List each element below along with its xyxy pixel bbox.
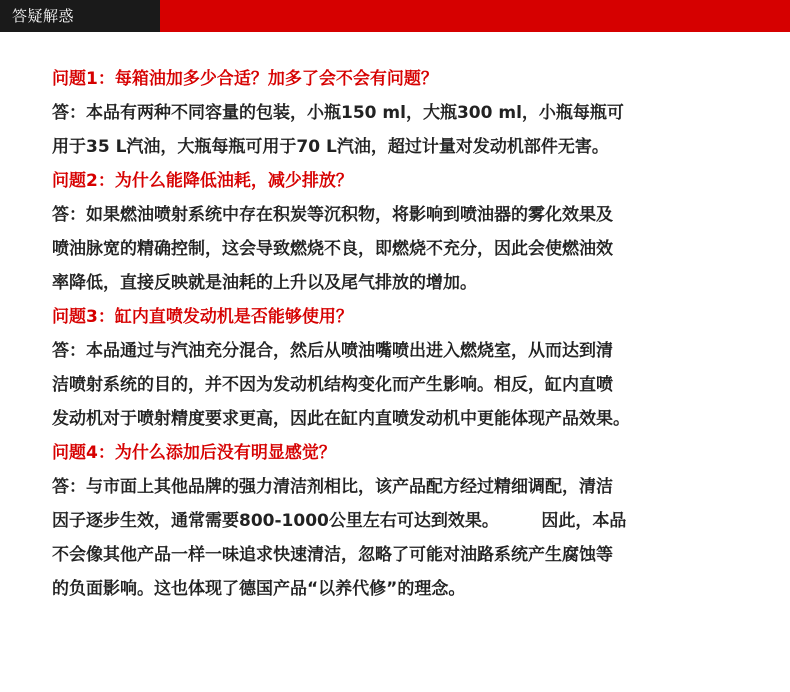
- header-tab: [0, 0, 160, 32]
- question-4: 问题4：为什么添加后没有明显感觉？: [52, 443, 336, 463]
- question-3: 问题3：缸内直喷发动机是否能够使用？: [52, 307, 353, 327]
- answer-1-line-1: 答：本品有两种不同容量的包装，小瓶150 ml，大瓶300 ml，小瓶每瓶可: [52, 103, 624, 123]
- answer-4-line-1: 答：与市面上其他品牌的强力清洁剂相比，该产品配方经过精细调配，清洁: [52, 477, 613, 497]
- section-title: 答疑解惑: [12, 7, 75, 25]
- faq-content: [52, 62, 752, 606]
- answer-1-line-2: 用于35 L汽油，大瓶每瓶可用于70 L汽油，超过计量对发动机部件无害。: [52, 137, 609, 157]
- question-1: 问题1：每箱油加多少合适？加多了会不会有问题？: [52, 69, 438, 89]
- answer-3-line-2: 洁喷射系统的目的，并不因为发动机结构变化而产生影响。相反，缸内直喷: [52, 375, 613, 395]
- answer-2-line-1: 答：如果燃油喷射系统中存在积炭等沉积物，将影响到喷油器的雾化效果及: [52, 205, 613, 225]
- header-bar: [0, 0, 790, 32]
- answer-4-line-2: 因子逐步生效，通常需要800-1000公里左右可达到效果。 因此，本品: [52, 511, 627, 531]
- answer-2-line-2: 喷油脉宽的精确控制，这会导致燃烧不良，即燃烧不充分，因此会使燃油效: [52, 239, 613, 259]
- answer-3-line-1: 答：本品通过与汽油充分混合，然后从喷油嘴喷出进入燃烧室，从而达到清: [52, 341, 613, 361]
- answer-4-line-3: 不会像其他产品一样一味追求快速清洁，忽略了可能对油路系统产生腐蚀等: [52, 545, 613, 565]
- answer-2-line-3: 率降低，直接反映就是油耗的上升以及尾气排放的增加。: [52, 273, 477, 293]
- answer-3-line-3: 发动机对于喷射精度要求更高，因此在缸内直喷发动机中更能体现产品效果。: [52, 409, 630, 429]
- question-2: 问题2：为什么能降低油耗，减少排放？: [52, 171, 353, 191]
- answer-4-line-4: 的负面影响。这也体现了德国产品“以养代修”的理念。: [52, 579, 466, 599]
